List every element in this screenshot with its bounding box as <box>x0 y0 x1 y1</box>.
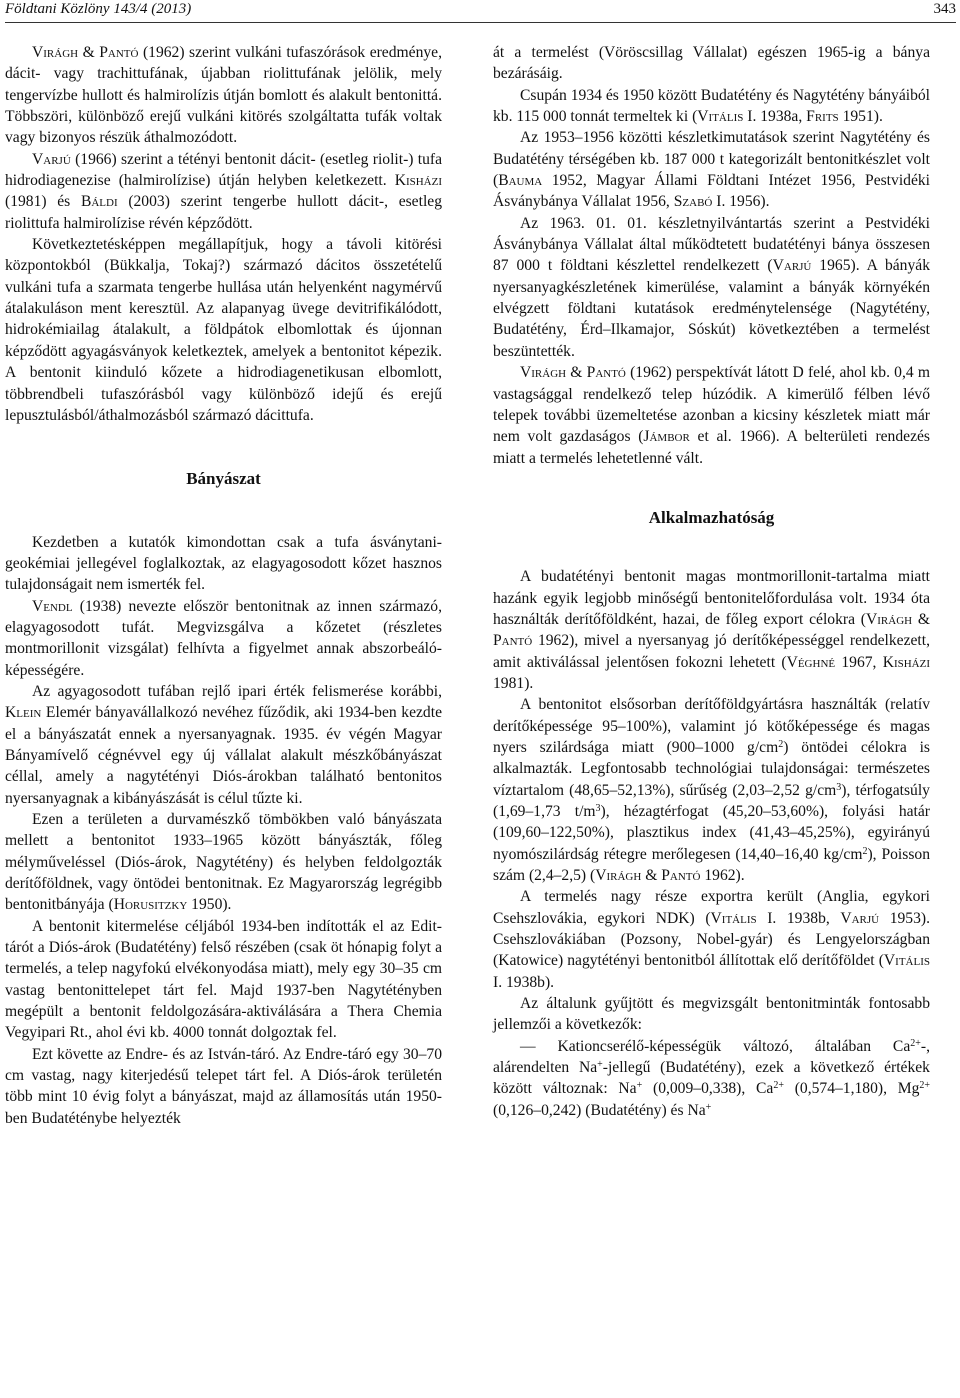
paragraph: Az 1953–1956 közötti készletkimutatások szerint Nagytétény és Budatétény térségében kb. 187 000 t kategorizált bentonitkészlet volt (Bauma 1952, Magyar Állami Földtani Intézet 1956, Pestvidéki Ásványbánya Vállalat 1956, Szabó I. 1956). <box>493 129 930 211</box>
paragraph: A budatétényi bentonit magas montmorillonit-tartalma miatt hazánk egyik legjobb minőségű bentonitelőfordulása volt. 1934 óta használták derítőföldként, hazai, de főleg export célokra (Virágh & Pantó 1962), mivel a nyersanyag jó derítőképességgel rendelkezett, amit aktiválással jelentősen fokozni lehetett (Véghné 1967, Kisházi 1981). <box>493 568 930 692</box>
author-name: Pantó <box>99 44 139 61</box>
running-header <box>5 0 956 23</box>
paragraph-continued: át a termelést (Vöröscsillag Vállalat) egészen 1965-ig a bánya bezárásáig. <box>493 44 930 83</box>
paragraph: Virágh & Pantó (1962) szerint vulkáni tufaszórások eredménye, dácit- vagy trachittufának, újabban riolittufának jelölik, mely tengervízbe hullott és halmirolízis útján bomlott és alakult bentonittá. Többszöri, különböző erejű vulkáni kitörés szolgáltatta tufák voltak vagy bizonyos részük áthalmozódott. <box>5 44 442 147</box>
author-name: Vendl <box>32 597 73 615</box>
paragraph: A termelés nagy része exportra került (Anglia, egykori Csehszlovákia, egykori NDK) (Vitális I. 1938b, Varjú 1953). Csehszlovákiában (Pozsony, Nobel-gyár) és Lengyelországban (Katowice) nagytétényi bentonitból állítottak elő derítőföldet (Vitális I. 1938b). <box>493 888 930 991</box>
author-name: Vitális <box>697 108 744 126</box>
author-name: Varjú <box>772 257 812 275</box>
author-name: Horusitzky <box>113 896 188 914</box>
author-name: Virágh <box>32 44 79 61</box>
paragraph: Az agyagosodott tufában rejlő ipari érték felismerése korábbi, Klein Elemér bányavállalkozó nevéhez fűződik, aki 1934-ben kezdte el a bányászatát ennek a nyersanyagnak. 1935. év végén Magyar Bányamívelő cégnévvel egy új vállalat alakult mészkőbányászat céllal, amely a nagytétényi Diós-árokban található bentonitos nyersanyagnak a kibányászását is célul tűzte ki. <box>5 682 442 807</box>
paragraph: A bentonitot elsősorban derítőföldgyártásra használták (relatív derítőképessége 95–100%), valamint jó kötőképessége és magas nyers szilárdsága miatt (900–1000 $g/cm^2$) öntödei célokra is alkalmazták. Legfontosabb technológiai tulajdonságai: természetes víztartalom (48,65–52,13%), sűrűség (2,03–2,52 $g/cm^3$), térfogatsúly (1,69–1,73 $t/m^3$), hézagtérfogat (45,20–53,60%), folyási határ (109,60–122,50%), plasztikus index (41,43–45,25%), egyirányú nyomószilárdság rétegre merőlegesen (14,40–16,40 $kg/cm^2$), Poisson szám (2,4–2,5) (Virágh & Pantó 1962). <box>493 696 930 885</box>
author-name: Vitális <box>883 952 930 970</box>
author-name: Virágh <box>865 610 913 628</box>
author-name: Pantó <box>661 867 701 885</box>
author-name: Bauma <box>498 172 543 190</box>
author-name: Kisházi <box>882 653 930 671</box>
paragraph: Virágh & Pantó (1962) perspektívát látott D felé, ahol kb. 0,4 m vastagsággal rendelkező telep húzódik. A kimerülő félben lévő telepek további üzemeltetése azonban a kicsiny készletek miatt már nem volt gazdaságos (Jámbor et al. 1966). A belterületi rendezés miatt a termelés lehetetlenné vált. <box>493 364 931 467</box>
paragraph: — Kationcserélő-képességük változó, általában $Ca^{2+}-$, alárendelten Na+-jellegű (Budatétény), ezek a következő értékek között változnak: Na+ (0,009–0,338), $Ca^{2+}$ (0,574–1,180), $Mg^{2+}$ (0,126–0,242) (Budatétény) és Na+ <box>493 1037 931 1119</box>
author-name: Vitális <box>710 909 757 927</box>
author-name: Varjú <box>840 909 880 927</box>
page-number: 343 <box>933 1 956 17</box>
author-name: Virágh <box>520 364 567 382</box>
paragraph: Következtetésképpen megállapítjuk, hogy a távoli kitörési központokból (Bükkalja, Tokaj?) származó dácitos összetételű vulkáni tufa a szarmata tengerbe hullása után helyenként nagymérvű átalakuláson ment keresztül. Az alapanyag üvege devitrifikálódott, hidrokémiailag átalakult, a földpátok elbomlottak és újonnan képződött agyagásványok keletkeztek, amelyek a bentonitot képezik. A bentonit kiinduló kőzete a hidrodiagenetikusan elbomlott, többrendbeli tufaszórásból vagy különböző idejű és erejű lepusztulásból/áthalmozásból származó dácittufa. <box>5 236 442 424</box>
author-name: Frits <box>806 108 839 126</box>
paragraph: A bentonit kitermelése céljából 1934-ben indították el az Edit-tárót a Diós-árok (Budatétény) felső részében (csak öt hónapig folyt a termelés, a telep nagyfokú elvékonyodása miatt), mely egy 30–35 cm vastag bentonittelepet tárt fel. Majd 1937-ben Nagytétényben megépült a bentonit feldolgozására-aktiválására a Thera Chemia Vegyipari Rt., ahol évi kb. 4000 tonnát dolgoztak fel. <box>5 917 442 1042</box>
author-name: Jámbor <box>643 428 690 446</box>
paragraph: Varjú (1966) szerint a tétényi bentonit dácit- (esetleg riolit-) tufa hidrodiagenezise (halmirolízise) útján helyben keletkezett. Kisházi (1981) és Báldi (2003) szerint tengerbe hullott dácit-, esetleg riolittufa halmirolízise révén képződött. <box>5 150 442 232</box>
author-name: Virágh <box>595 867 642 885</box>
paragraph: Ezen a területen a durvamészkő tömbökben való bányászata mellett a bentonitot 1933–1965 között bányászták, főleg mélyműveléssel (Diós-árok, Nagytétény) és helyben feldolgozták derítőföldnek, vagy öntödei bentonitnak. Ez Magyarország legrégibb bentonitbányája (Horusitzky 1950). <box>5 811 442 914</box>
author-name: Pantó <box>586 364 626 382</box>
author-name: Pantó <box>493 632 533 650</box>
author-name: Szabó <box>673 193 713 211</box>
paragraph: Vendl (1938) nevezte először bentonitnak az innen származó, elagyagosodott tufát. Megvizsgálva a kőzetet (részletes montmorillonit vizsgálat) felhívta a figyelmet annak abszorbeáló-képességére. <box>5 597 442 679</box>
author-name: Varjú <box>32 150 71 168</box>
author-name: Kisházi <box>394 172 442 190</box>
section-heading-alkalmazhatosag: Alkalmazhatóság <box>648 507 775 527</box>
paragraph: Kezdetben a kutatók kimondottan csak a tufa ásványtani-geokémiai jellegével foglalkoztak, az elagyagosodott kőzet hasznos tulajdonságait nem ismerték fel. <box>5 533 442 594</box>
author-name: Klein <box>5 704 42 722</box>
paragraph: Ezt követte az Endre- és az István-táró. Az Endre-táró egy 30–70 cm vastag, nagy kiterjedésű telepet tárt fel. A Diós-árok területén több mint 10 évig folyt a bányászat, majd az államosítás után 1950-ben Budatéténybe helyezték <box>5 1045 442 1127</box>
left-column <box>5 42 442 1129</box>
author-name: Véghné <box>786 653 836 671</box>
right-column <box>493 42 930 1121</box>
paragraph: Csupán 1934 és 1950 között Budatétény és Nagytétény bányáiból kb. 115 000 tonnát termeltek ki (Vitális I. 1938a, Frits 1951). <box>493 86 930 126</box>
section-heading-banyaszat: Bányászat <box>186 469 261 489</box>
journal-title: Földtani Közlöny 143/4 (2013) <box>5 1 192 17</box>
paragraph: Az 1963. 01. 01. készletnyilvántartás szerint a Pestvidéki Ásványbánya Vállalat által működtetett budatétényi bánya összesen 87 000 t földtani készlettel rendelkezett (Varjú 1965). A bányák nyersanyagkészletének kimerülése, valamint a bányák környékén elvégzett földtani kutatások eredménytelensége (Nagytétény, Budatétény, Érd–Ilkamajor, Sóskút) következtében a termelést beszüntették. <box>493 214 930 360</box>
paragraph: Az általunk gyűjtött és megvizsgált bentonitminták fontosabb jellemzői a következők: <box>493 995 930 1034</box>
author-name: Báldi <box>80 193 118 211</box>
